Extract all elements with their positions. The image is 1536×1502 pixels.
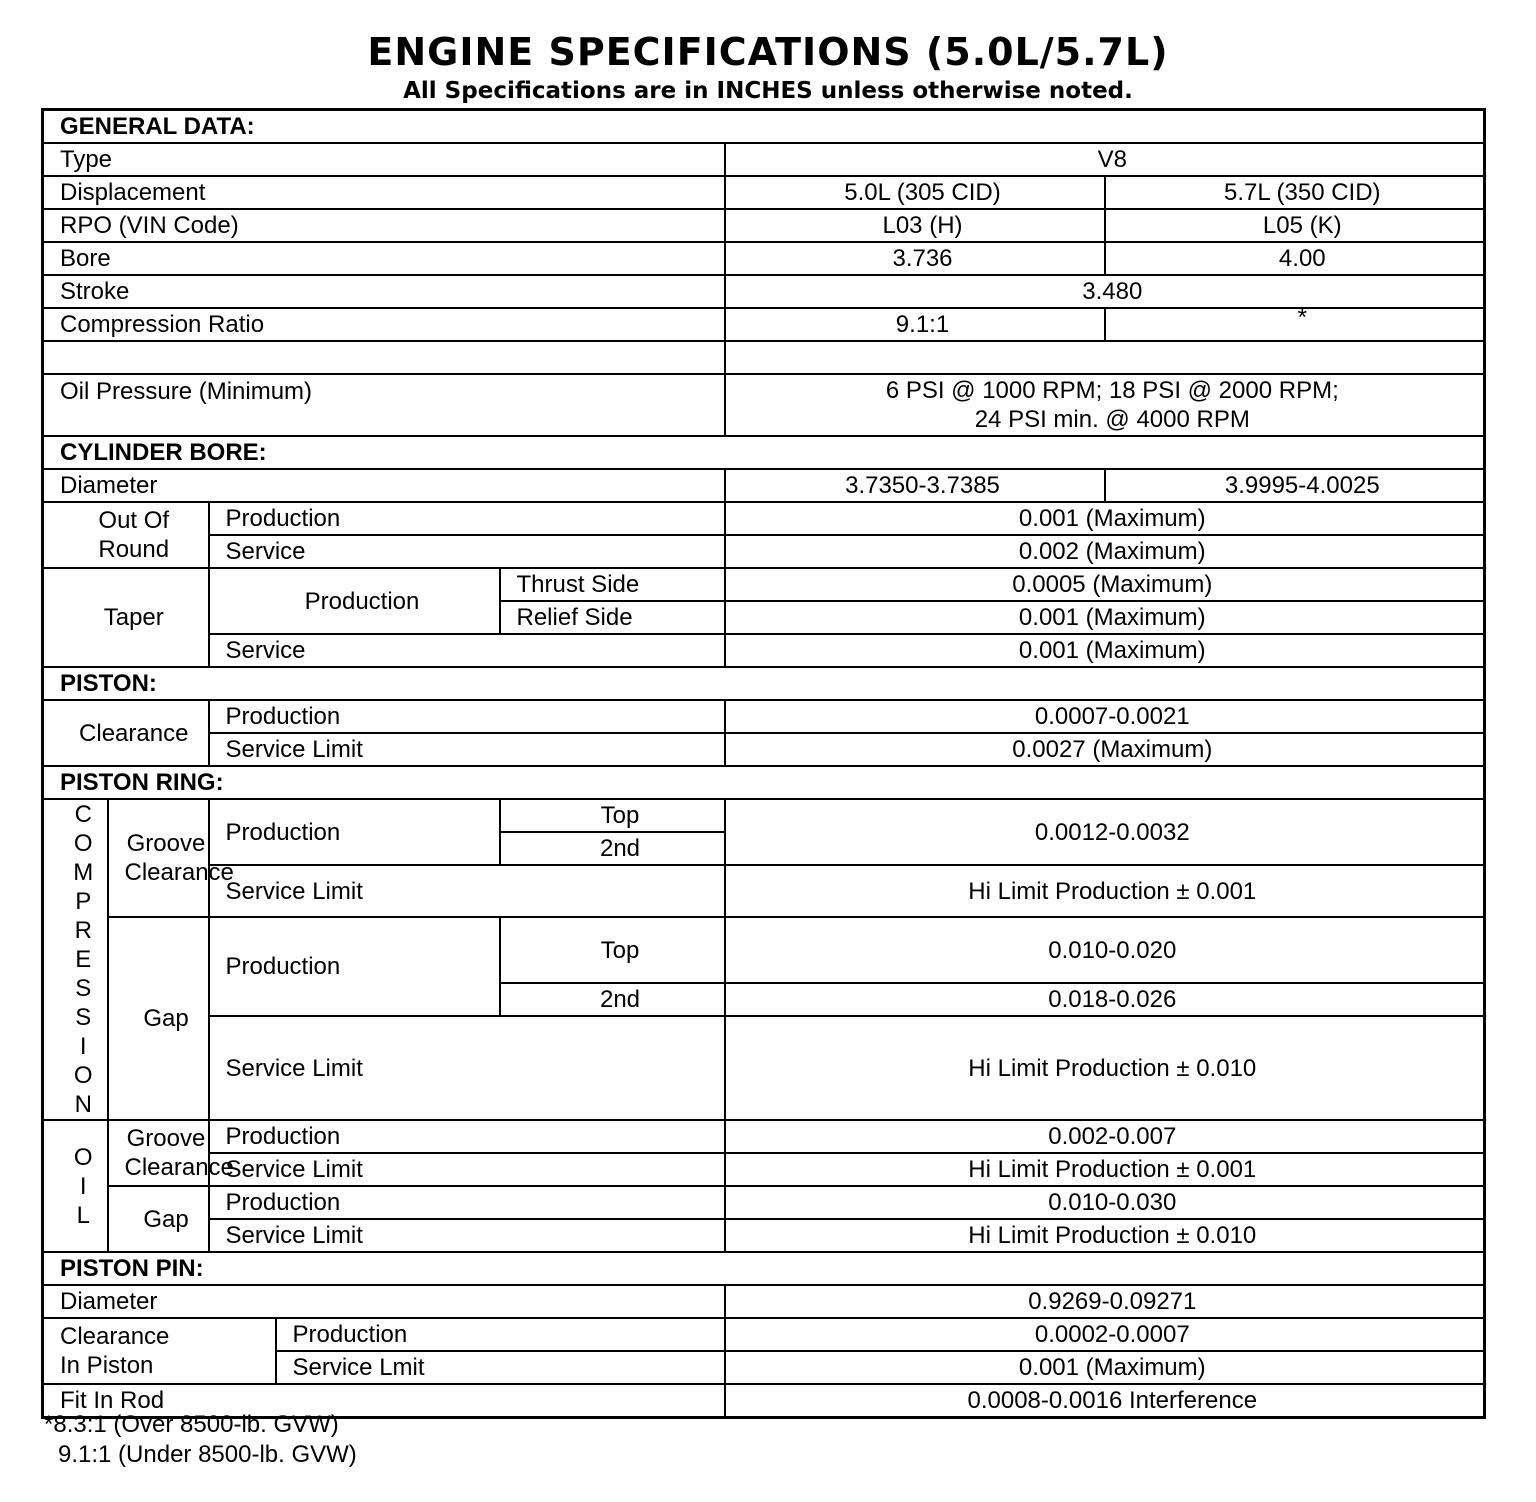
footnote bbox=[44, 1410, 357, 1470]
compression-letter: E bbox=[75, 946, 92, 973]
out-of-round-label bbox=[43, 502, 209, 568]
comp-gap-service-limit-value: Hi Limit Production ± 0.010 bbox=[725, 1016, 1485, 1120]
compression-letter: M bbox=[73, 859, 94, 886]
compression-letter: N bbox=[74, 1091, 92, 1118]
pin-production-value: 0.0002-0.0007 bbox=[725, 1318, 1485, 1351]
piston-production-value: 0.0007-0.0021 bbox=[725, 700, 1485, 733]
piston-service-limit-label: Service Limit bbox=[209, 733, 725, 766]
oil-pressure-line1: 6 PSI @ 1000 RPM; 18 PSI @ 2000 RPM; bbox=[885, 377, 1339, 404]
oil-groove-service-limit-label: Service Limit bbox=[209, 1153, 725, 1186]
taper-label: Taper bbox=[43, 568, 209, 667]
comp-gap-service-limit-label: Service Limit bbox=[209, 1016, 725, 1120]
thrust-side-label: Thrust Side bbox=[500, 568, 725, 601]
comp-gap-top-label: Top bbox=[500, 917, 725, 983]
relief-side-label: Relief Side bbox=[500, 601, 725, 634]
taper-production-label: Production bbox=[209, 568, 500, 634]
comp-gap-2nd-label: 2nd bbox=[500, 983, 725, 1016]
piston-service-limit-value: 0.0027 (Maximum) bbox=[725, 733, 1485, 766]
taper-service-value: 0.001 (Maximum) bbox=[725, 634, 1485, 667]
bore-diameter-57: 3.9995-4.0025 bbox=[1105, 469, 1485, 502]
section-general: GENERAL DATA: bbox=[43, 110, 1485, 144]
rpo-57: L05 (K) bbox=[1105, 209, 1485, 242]
oor-production-label: Production bbox=[209, 502, 725, 535]
compression-vertical-label bbox=[43, 799, 108, 1120]
blank-row-label bbox=[43, 341, 725, 374]
compression-letter: R bbox=[74, 917, 92, 944]
section-cylinder-bore: CYLINDER BORE: bbox=[43, 436, 1485, 469]
oil-pressure-line2: 24 PSI min. @ 4000 RPM bbox=[974, 406, 1250, 433]
comp-gap-2nd-value: 0.018-0.026 bbox=[725, 983, 1485, 1016]
displacement-57: 5.7L (350 CID) bbox=[1105, 176, 1485, 209]
type-value: V8 bbox=[725, 143, 1485, 176]
pin-clearance-line1: Clearance bbox=[60, 1323, 170, 1350]
taper-relief-value: 0.001 (Maximum) bbox=[725, 601, 1485, 634]
oil-pressure-value bbox=[725, 374, 1485, 436]
pin-production-label: Production bbox=[276, 1318, 725, 1351]
oor-service-value: 0.002 (Maximum) bbox=[725, 535, 1485, 568]
bore-50: 3.736 bbox=[725, 242, 1105, 275]
compression-letter: O bbox=[73, 1062, 93, 1089]
compression-letter: C bbox=[74, 801, 92, 828]
rpo-label: RPO (VIN Code) bbox=[43, 209, 725, 242]
spec-table bbox=[41, 108, 1486, 1419]
stroke-value: 3.480 bbox=[725, 275, 1485, 308]
oil-gap-production-value: 0.010-0.030 bbox=[725, 1186, 1485, 1219]
comp-gap-top-value: 0.010-0.020 bbox=[725, 917, 1485, 983]
oil-groove-line1: Groove bbox=[126, 1125, 206, 1152]
oil-groove-clearance-label bbox=[108, 1120, 234, 1186]
comp-groove-2nd-label: 2nd bbox=[500, 832, 725, 865]
taper-thrust-value: 0.0005 (Maximum) bbox=[725, 568, 1485, 601]
pin-diameter-label: Diameter bbox=[43, 1285, 725, 1318]
displacement-label: Displacement bbox=[43, 176, 725, 209]
comp-groove-clearance-label bbox=[108, 799, 234, 917]
oil-gap-label: Gap bbox=[108, 1186, 209, 1252]
oil-groove-production-value: 0.002-0.007 bbox=[725, 1120, 1485, 1153]
type-label: Type bbox=[43, 143, 725, 176]
displacement-50: 5.0L (305 CID) bbox=[725, 176, 1105, 209]
oil-groove-production-label: Production bbox=[209, 1120, 725, 1153]
oil-groove-service-limit-value: Hi Limit Production ± 0.001 bbox=[725, 1153, 1485, 1186]
compression-50: 9.1:1 bbox=[725, 308, 1105, 341]
rpo-50: L03 (H) bbox=[725, 209, 1105, 242]
oor-service-label: Service bbox=[209, 535, 725, 568]
out-of-round-line1: Out Of bbox=[98, 507, 170, 534]
taper-service-label: Service bbox=[209, 634, 725, 667]
pin-service-limit-value: 0.001 (Maximum) bbox=[725, 1351, 1485, 1384]
comp-gap-production-label: Production bbox=[209, 917, 500, 1016]
out-of-round-line2: Round bbox=[98, 536, 170, 563]
comp-groove-top-label: Top bbox=[500, 799, 725, 832]
piston-production-label: Production bbox=[209, 700, 725, 733]
fit-in-rod-value: 0.0008-0.0016 Interference bbox=[725, 1384, 1485, 1418]
compression-letter: P bbox=[75, 888, 92, 915]
stroke-label: Stroke bbox=[43, 275, 725, 308]
oil-gap-service-limit-value: Hi Limit Production ± 0.010 bbox=[725, 1219, 1485, 1252]
comp-groove-production-value: 0.0012-0.0032 bbox=[725, 799, 1485, 865]
comp-groove-production-label: Production bbox=[209, 799, 500, 865]
page-title: ENGINE SPECIFICATIONS (5.0L/5.7L) bbox=[367, 30, 1169, 74]
compression-label: Compression Ratio bbox=[43, 308, 725, 341]
pin-clearance-line2: In Piston bbox=[60, 1352, 154, 1379]
oil-vertical-label bbox=[43, 1120, 108, 1252]
footnote-line1: *8.3:1 (Over 8500-lb. GVW) bbox=[44, 1411, 339, 1438]
bore-diameter-50: 3.7350-3.7385 bbox=[725, 469, 1105, 502]
compression-letter: S bbox=[75, 975, 92, 1002]
section-piston-pin: PISTON PIN: bbox=[43, 1252, 1485, 1285]
comp-gap-label: Gap bbox=[108, 917, 209, 1120]
fit-in-rod-label: Fit In Rod bbox=[43, 1384, 725, 1418]
compression-57: * bbox=[1105, 308, 1485, 341]
bore-diameter-label: Diameter bbox=[43, 469, 725, 502]
blank-row-value bbox=[725, 341, 1485, 374]
oil-gap-production-label: Production bbox=[209, 1186, 725, 1219]
oil-groove-line2: Clearance bbox=[124, 1154, 234, 1181]
bore-57: 4.00 bbox=[1105, 242, 1485, 275]
footnote-line2: 9.1:1 (Under 8500-lb. GVW) bbox=[58, 1441, 357, 1468]
oil-pressure-label: Oil Pressure (Minimum) bbox=[43, 374, 725, 436]
comp-groove-service-limit-value: Hi Limit Production ± 0.001 bbox=[725, 865, 1485, 917]
page-subtitle: All Specifications are in INCHES unless otherwise noted. bbox=[403, 78, 1133, 104]
compression-letter: O bbox=[73, 830, 93, 857]
oil-letter: L bbox=[76, 1201, 90, 1229]
oil-gap-service-limit-label: Service Limit bbox=[209, 1219, 725, 1252]
comp-groove-service-limit-label: Service Limit bbox=[209, 865, 725, 917]
section-piston-ring: PISTON RING: bbox=[43, 766, 1485, 799]
compression-letter: I bbox=[79, 1033, 87, 1060]
comp-groove-line2: Clearance bbox=[124, 859, 234, 886]
piston-clearance-label: Clearance bbox=[43, 700, 209, 766]
compression-letter: S bbox=[75, 1004, 92, 1031]
pin-service-limit-label: Service Lmit bbox=[276, 1351, 725, 1384]
oil-letter: O bbox=[73, 1143, 93, 1171]
bore-label: Bore bbox=[43, 242, 725, 275]
section-piston: PISTON: bbox=[43, 667, 1485, 700]
comp-groove-line1: Groove bbox=[126, 830, 206, 857]
oor-production-value: 0.001 (Maximum) bbox=[725, 502, 1485, 535]
pin-diameter-value: 0.9269-0.09271 bbox=[725, 1285, 1485, 1318]
oil-letter: I bbox=[79, 1172, 87, 1200]
pin-clearance-label bbox=[43, 1318, 276, 1384]
